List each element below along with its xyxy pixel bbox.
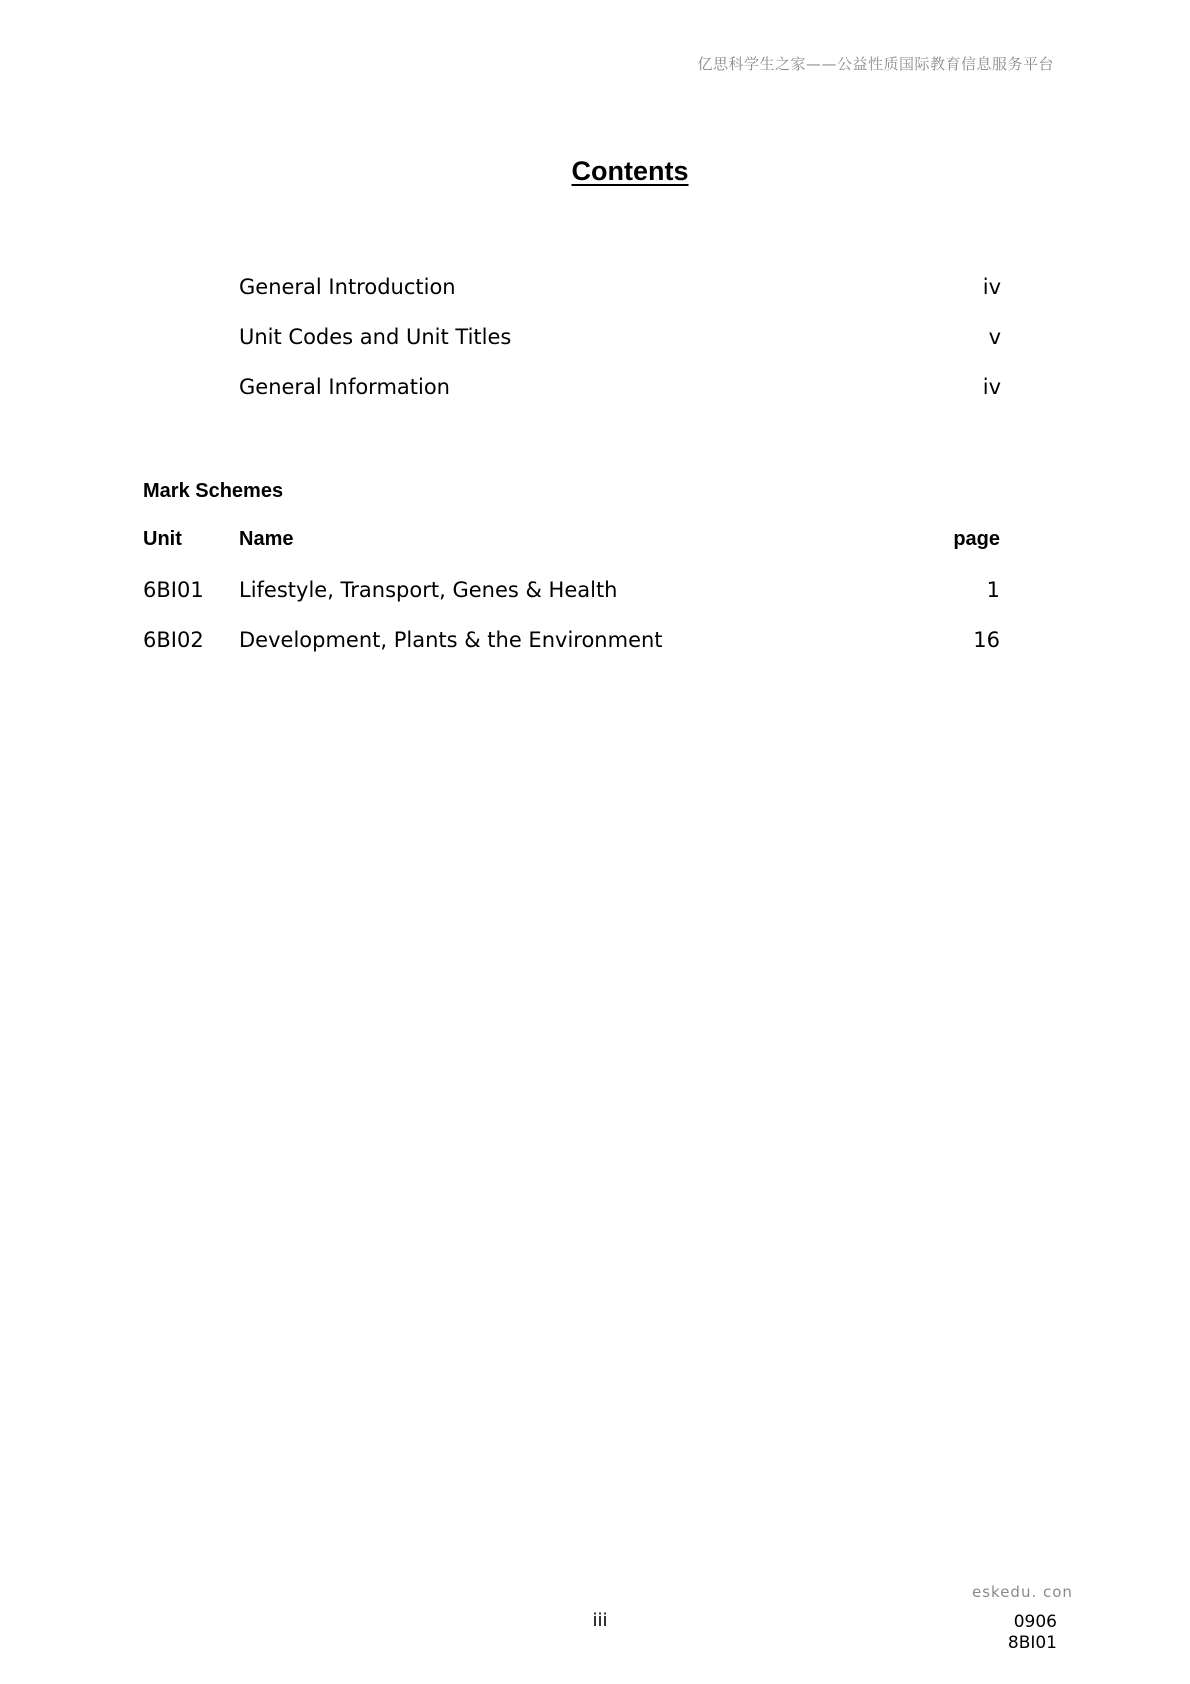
table-header-row: [143, 528, 1000, 578]
mark-schemes-table: [143, 528, 1000, 678]
unit-name: Development, Plants & the Environment: [239, 628, 663, 652]
toc-entry-page: iv: [982, 275, 1001, 299]
table-row: [143, 628, 1000, 678]
toc-entry-page: v: [988, 325, 1001, 349]
unit-name: Lifestyle, Transport, Genes & Health: [239, 578, 618, 602]
toc-entry-label: General Information: [239, 375, 450, 399]
page-title: Contents: [571, 156, 689, 186]
table-row: [143, 578, 1000, 628]
contents-list: [239, 275, 1001, 425]
unit-code: 6BI01: [143, 578, 204, 602]
column-header-page: page: [953, 528, 1000, 550]
unit-page: 16: [973, 628, 1000, 652]
document-code-line2: 8BI01: [1007, 1633, 1057, 1653]
toc-entry-label: Unit Codes and Unit Titles: [239, 325, 512, 349]
toc-entry: [239, 275, 1001, 325]
mark-schemes-heading: Mark Schemes: [143, 480, 284, 502]
unit-page: 1: [986, 578, 1000, 602]
toc-entry-label: General Introduction: [239, 275, 456, 299]
toc-entry: [239, 325, 1001, 375]
column-header-unit: Unit: [143, 528, 182, 550]
footer-watermark: eskedu. con: [972, 1583, 1073, 1601]
toc-entry: [239, 375, 1001, 425]
column-header-name: Name: [239, 528, 294, 550]
toc-entry-page: iv: [982, 375, 1001, 399]
header-watermark: 亿思科学生之家——公益性质国际教育信息服务平台: [697, 55, 1054, 73]
document-code: [1008, 1612, 1057, 1654]
unit-code: 6BI02: [143, 628, 204, 652]
page-number: iii: [592, 1610, 608, 1631]
document-code-line1: 0906: [1013, 1612, 1057, 1632]
